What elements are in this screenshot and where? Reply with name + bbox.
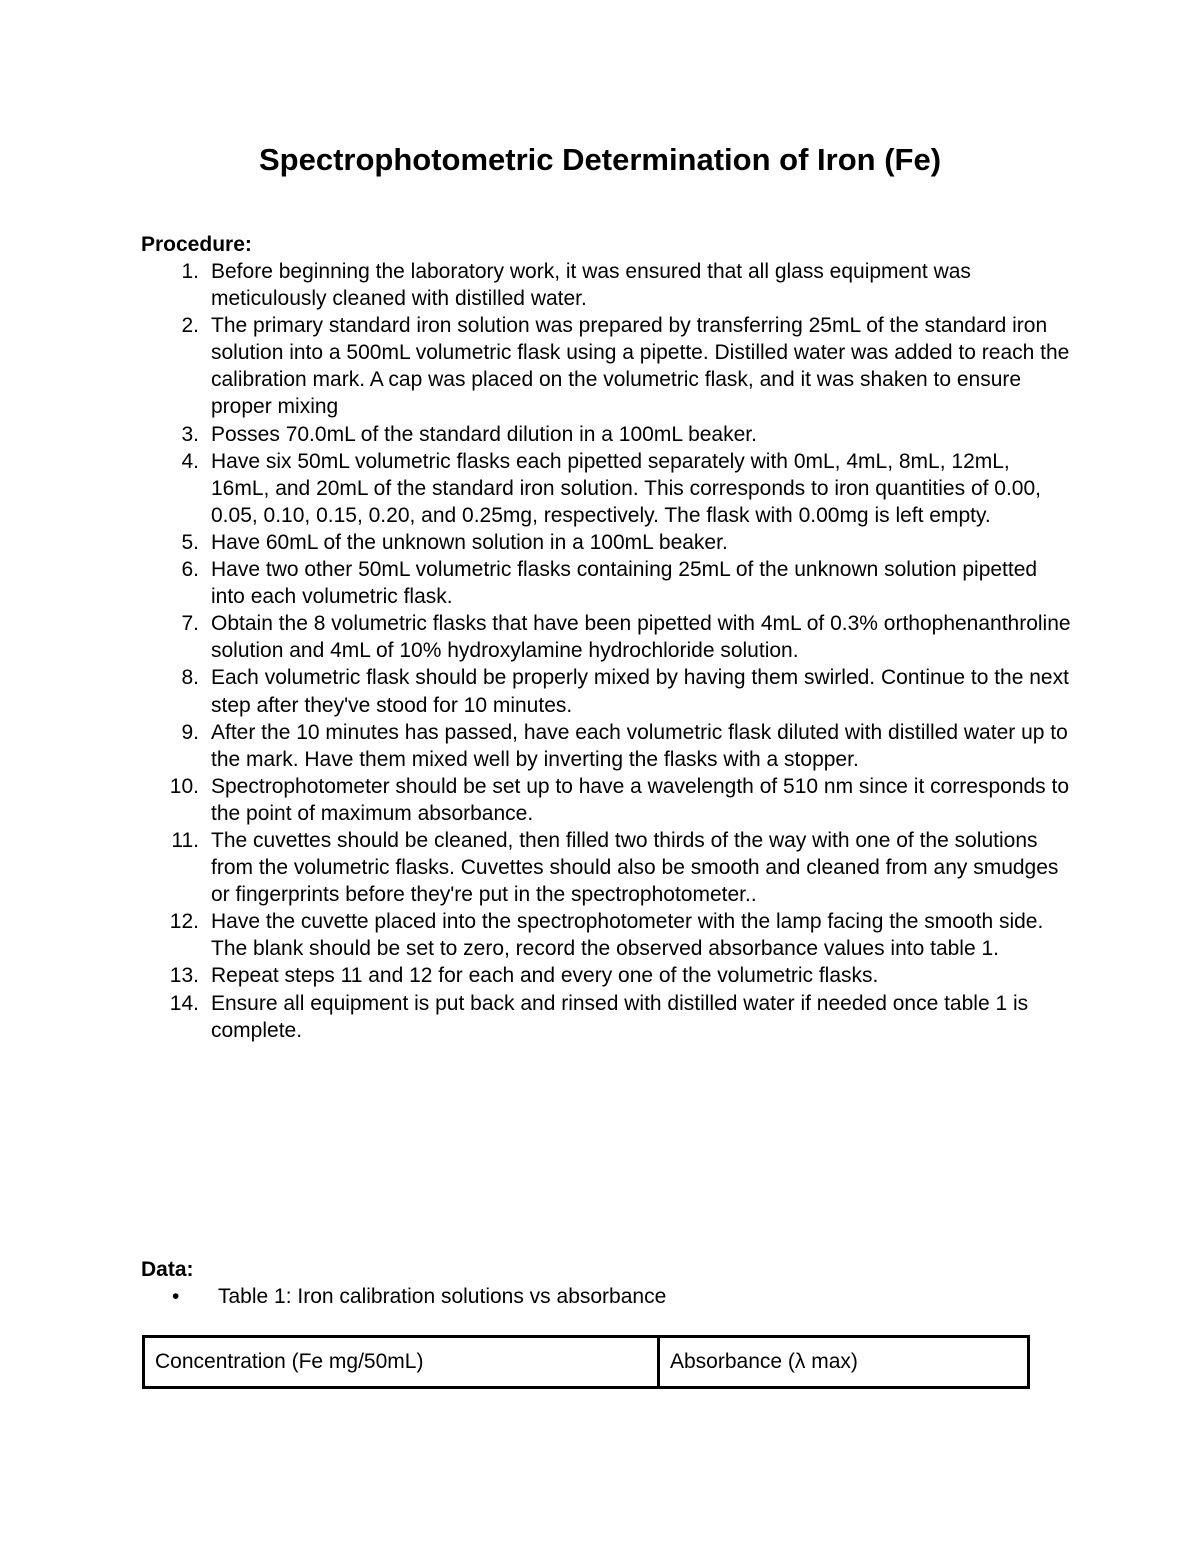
procedure-step (141, 556, 1071, 610)
procedure-step (141, 962, 1071, 989)
step-number: 6. (181, 558, 199, 582)
step-number: 7. (181, 612, 199, 636)
step-text: Have 60mL of the unknown solution in a 100mL beaker. (211, 530, 728, 554)
procedure-step (141, 312, 1071, 420)
procedure-step (141, 773, 1071, 827)
step-text: Obtain the 8 volumetric flasks that have been pipetted with 4mL of 0.3% orthophenanthroline solution and 4mL of 10% hydroxylamine hydrochloride solution. (211, 612, 1071, 663)
table-caption: Table 1: Iron calibration solutions vs absorbance (218, 1285, 667, 1308)
procedure-step (141, 719, 1071, 773)
procedure-step (141, 448, 1071, 529)
step-number: 10. (169, 774, 199, 798)
procedure-step (141, 529, 1071, 556)
step-number: 8. (181, 666, 199, 690)
calibration-table (142, 1335, 1030, 1389)
procedure-step (141, 610, 1071, 664)
step-number: 4. (181, 449, 199, 473)
step-text: Before beginning the laboratory work, it was ensured that all glass equipment was meticulously cleaned with distilled water. (211, 260, 971, 311)
procedure-step (141, 990, 1071, 1044)
bullet-icon: • (172, 1285, 180, 1308)
step-text: Have two other 50mL volumetric flasks containing 25mL of the unknown solution pipetted into each volumetric flask. (211, 558, 1038, 609)
procedure-step (141, 421, 1071, 448)
step-text: Posses 70.0mL of the standard dilution in a 100mL beaker. (211, 422, 757, 446)
step-number: 2. (181, 314, 199, 338)
step-text: Each volumetric flask should be properly mixed by having them swirled. Continue to the next step after they've stood for 10 minutes. (211, 666, 1069, 717)
step-number: 9. (181, 720, 199, 744)
procedure-heading: Procedure: (141, 233, 252, 256)
step-number: 1. (181, 260, 199, 283)
step-text: Have six 50mL volumetric flasks each pipetted separately with 0mL, 4mL, 8mL, 12mL, 16mL, and 20mL of the standard iron solution. This corresponds to iron quantities of 0.00, 0.05, 0.10, 0.15, 0.20, and 0.25mg, respectively. The flask with 0.00mg is left empty. (211, 449, 1042, 527)
step-text: The cuvettes should be cleaned, then filled two thirds of the way with one of the solutions from the volumetric flasks. Cuvettes should also be smooth and cleaned from any smudges or fingerprints before they're put in the spectrophotometer.. (211, 828, 1059, 907)
procedure-step (141, 258, 1071, 312)
step-text: Spectrophotometer should be set up to have a wavelength of 510 nm since it corresponds to the point of maximum absorbance. (211, 774, 1070, 825)
procedure-step (141, 908, 1071, 962)
table-header-absorbance: Absorbance (λ max) (659, 1337, 1029, 1388)
step-text: After the 10 minutes has passed, have each volumetric flask diluted with distilled water up to the mark. Have them mixed well by inverting the flasks with a stopper. (211, 720, 1068, 771)
table-header-concentration: Concentration (Fe mg/50mL) (144, 1337, 659, 1388)
step-number: 14. (169, 991, 199, 1015)
step-text: Have the cuvette placed into the spectrophotometer with the lamp facing the smooth side. The blank should be set to zero, record the observed absorbance values into table 1. (211, 910, 1044, 961)
step-number: 3. (181, 422, 199, 446)
table-header-row (144, 1337, 1029, 1388)
step-text: Ensure all equipment is put back and rinsed with distilled water if needed once table 1 is complete. (211, 991, 1029, 1042)
procedure-steps-list (141, 258, 1071, 1044)
procedure-step (141, 827, 1071, 908)
step-text: The primary standard iron solution was prepared by transferring 25mL of the standard iron solution into a 500mL volumetric flask using a pipette. Distilled water was added to reach the calibration mark. A cap was placed on the volumetric flask, and it was shaken to ensure proper mixing (211, 314, 1070, 419)
step-text: Repeat steps 11 and 12 for each and every one of the volumetric flasks. (211, 964, 879, 988)
data-heading: Data: (141, 1258, 194, 1281)
step-number: 5. (181, 530, 199, 554)
step-number: 13. (169, 964, 199, 988)
document-title: Spectrophotometric Determination of Iron (Fe) (258, 142, 942, 177)
step-number: 11. (171, 828, 199, 852)
step-number: 12. (169, 910, 199, 934)
procedure-step (141, 664, 1071, 718)
